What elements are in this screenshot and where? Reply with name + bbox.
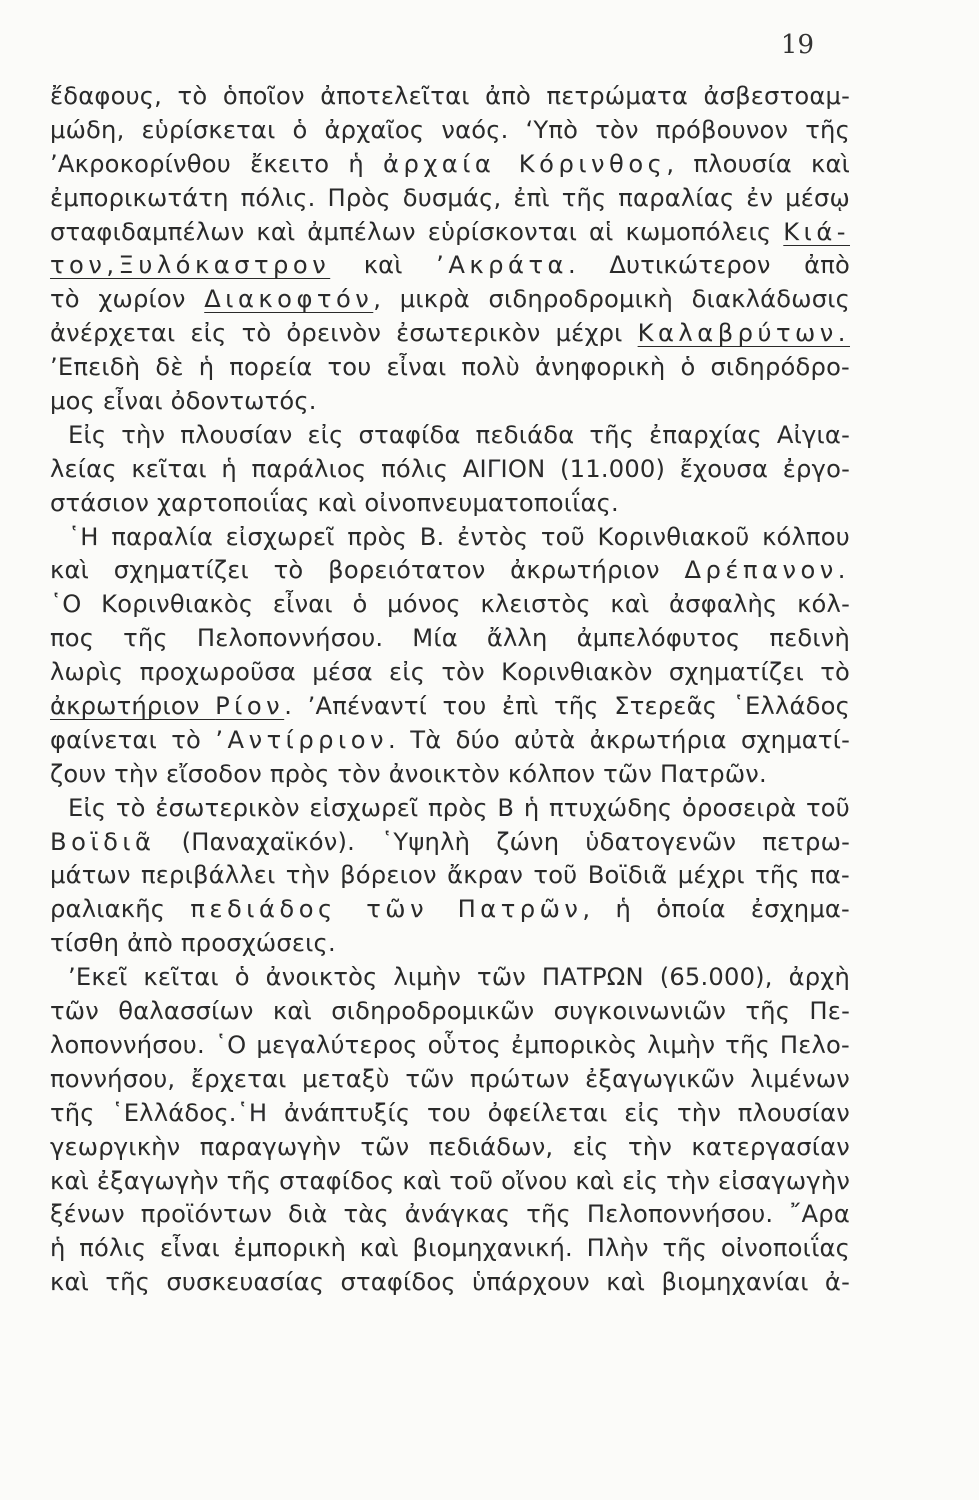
- spaced-term: πεδιάδος τῶν Πατρῶν: [190, 895, 583, 924]
- text-line: [50, 80, 850, 114]
- text-line: [50, 1029, 850, 1063]
- text-line: [50, 859, 850, 893]
- text-span: ζουν τὴν εἴσοδον πρὸς τὸν ἀνοικτὸν κόλπον τῶν Πατρῶν.: [50, 759, 767, 788]
- text-span: Εἰς τὴν πλουσίαν εἰς σταφίδα πεδιάδα τῆς ἐπαρχίας Αἰγια-: [68, 420, 850, 449]
- text-span: ῾Ο Κορινθιακὸς εἶναι ὁ μόνος κλειστὸς καὶ ἀσφαλὴς κόλ-: [50, 590, 850, 619]
- text-span: τῆς ῾Ελλάδος.῾Η ἀνάπτυξίς του ὀφείλεται εἰς τὴν πλουσίαν: [50, 1098, 850, 1127]
- body-text: [50, 80, 850, 1300]
- text-line: [50, 1232, 850, 1266]
- text-line: [50, 487, 850, 521]
- text-span: , ἡ ὁποία ἐσχημα-: [582, 895, 850, 924]
- spaced-term: ἀρχαία Κόρινθος: [383, 149, 667, 178]
- text-span: Εἰς τὸ ἐσωτερικὸν εἰσχωρεῖ πρὸς Β ἡ πτυχώδης ὀροσειρὰ τοῦ: [68, 793, 850, 822]
- text-span: ἀνέρχεται εἰς τὸ ὀρεινὸν ἐσωτερικὸν μέχρι: [50, 319, 638, 348]
- text-span: στάσιον χαρτοποιΐας καὶ οἰνοπνευματοποιΐας.: [50, 488, 619, 517]
- text-span: λείας κεῖται ἡ παράλιος πόλις ΑΙΓΙΟΝ (11.000) ἔχουσα ἐργο-: [50, 454, 850, 483]
- text-line: [50, 656, 850, 690]
- text-span: μάτων περιβάλλει τὴν βόρειον ἄκραν τοῦ Βοϊδιᾶ μέχρι τῆς πα-: [50, 861, 850, 890]
- text-line: [50, 893, 850, 927]
- spaced-term: τον,Ξυλόκαστρον: [50, 251, 331, 280]
- text-span: ποννήσου, ἔρχεται μεταξὺ τῶν πρώτων ἐξαγωγικῶν λιμένων: [50, 1064, 850, 1093]
- text-span: σταφιδαμπέλων καὶ ἀμπέλων εὑρίσκονται αἱ κωμοπόλεις: [50, 217, 784, 246]
- text-span: (Παναχαϊκόν). ῾Υψηλὴ ζώνη ὑδατογενῶν πετρω-: [155, 827, 850, 856]
- text-span: καὶ: [330, 251, 437, 280]
- spaced-term: Καλαβρύτων.: [637, 319, 850, 348]
- text-span: λωρὶς προχωροῦσα μέσα εἰς τὸν Κορινθιακὸν σχηματίζει τὸ: [50, 658, 850, 687]
- text-span: ἐμπορικωτάτη πόλις. Πρὸς δυσμάς, ἐπὶ τῆς παραλίας ἐν μέσῳ: [50, 183, 850, 212]
- text-span: ραλιακῆς: [50, 895, 191, 924]
- text-span: ’Επειδὴ δὲ ἡ πορεία του εἶναι πολὺ ἀνηφορικὴ ὁ σιδηρόδρο-: [50, 353, 850, 382]
- text-span: μος εἶναι ὀδοντωτός.: [50, 387, 317, 416]
- text-span: . Τὰ δύο αὐτὰ ἀκρωτήρια σχηματί-: [388, 725, 851, 754]
- spaced-term: Ρίον: [215, 692, 285, 721]
- text-span: ἔδαφους, τὸ ὁποῖον ἀποτελεῖται ἀπὸ πετρώματα ἀσβεστοαμ-: [50, 82, 850, 110]
- text-span: , πλουσία καὶ: [666, 149, 850, 178]
- text-span: ’Εκεῖ κεῖται ὁ ἀνοικτὸς λιμὴν τῶν ΠΑΤΡΩΝ (65.000), ἀρχὴ: [68, 963, 850, 992]
- text-line: [50, 283, 850, 317]
- text-line: [50, 622, 850, 656]
- text-line: [50, 588, 850, 622]
- text-line: [50, 1131, 850, 1165]
- spaced-term: Διακοφτόν: [204, 285, 374, 314]
- text-line: [50, 114, 850, 148]
- spaced-term: ’Αντίρριον: [215, 725, 389, 754]
- spaced-term: ’Ακράτα: [436, 251, 568, 280]
- text-line: [50, 554, 850, 588]
- text-line: [50, 351, 850, 385]
- text-line: [50, 182, 850, 216]
- text-span: καὶ σχηματίζει τὸ βορειότατον ἀκρωτήριον: [50, 556, 685, 585]
- text-line: [50, 385, 850, 419]
- text-span: τῶν θαλασσίων καὶ σιδηροδρομικῶν συγκοινωνιῶν τῆς Πε-: [50, 997, 850, 1026]
- text-span: ῾Η παραλία εἰσχωρεῖ πρὸς Β. ἐντὸς τοῦ Κορινθιακοῦ κόλπου: [68, 522, 850, 551]
- text-line: [50, 1198, 850, 1232]
- text-line: [50, 826, 850, 860]
- text-span: τὸ χωρίον: [50, 285, 205, 314]
- text-span: τίσθη ἀπὸ προσχώσεις.: [50, 929, 336, 958]
- text-line: [50, 724, 850, 758]
- text-span: καὶ τῆς συσκευασίας σταφίδος ὑπάρχουν καὶ βιομηχανίαι ἀ-: [50, 1268, 850, 1297]
- text-line: [50, 216, 850, 250]
- text-span: ξένων προϊόντων διὰ τὰς ἀνάγκας τῆς Πελοποννήσου. ῎Αρα: [50, 1200, 850, 1229]
- text-line: [50, 1063, 850, 1097]
- spaced-term: Κιά-: [783, 217, 850, 246]
- text-line: [50, 249, 850, 283]
- text-line: [50, 453, 850, 487]
- text-span: φαίνεται τὸ: [50, 725, 216, 754]
- text-line: [50, 1097, 850, 1131]
- text-span: λοποννήσου. ῾Ο μεγαλύτερος οὗτος ἐμπορικὸς λιμὴν τῆς Πελο-: [50, 1030, 850, 1059]
- text-line: [50, 690, 850, 724]
- text-line: [50, 758, 850, 792]
- text-line: [50, 1165, 850, 1199]
- text-line: [50, 961, 850, 995]
- spaced-term: Δρέπανον.: [684, 556, 850, 585]
- text-span: ’Ακροκορίνθου ἔκειτο ἡ: [50, 149, 384, 178]
- text-line: [50, 521, 850, 555]
- text-line: [50, 419, 850, 453]
- text-span: πος τῆς Πελοποννήσου. Μία ἄλλη ἀμπελόφυτος πεδινὴ: [50, 624, 850, 653]
- text-span: ἡ πόλις εἶναι ἐμπορικὴ καὶ βιομηχανική. Πλὴν τῆς οἰνοποιΐας: [50, 1234, 850, 1263]
- text-span: καὶ ἐξαγωγὴν τῆς σταφίδος καὶ τοῦ οἴνου καὶ εἰς τὴν εἰσαγωγὴν: [50, 1166, 851, 1195]
- text-line: [50, 792, 850, 826]
- text-line: [50, 927, 850, 961]
- text-span: μώδη, εὑρίσκεται ὁ ἀρχαῖος ναός. ‘Υπὸ τὸν πρόβουνον τῆς: [50, 115, 850, 144]
- text-line: [50, 995, 850, 1029]
- text-line: [50, 148, 850, 182]
- text-span: ἀκρωτήριον: [50, 692, 216, 721]
- text-span: γεωργικὴν παραγωγὴν τῶν πεδιάδων, εἰς τὴν κατεργασίαν: [50, 1132, 850, 1161]
- text-line: [50, 1266, 850, 1300]
- spaced-term: Βοϊδιᾶ: [50, 827, 156, 856]
- page-number: 19: [780, 30, 814, 60]
- text-line: [50, 317, 850, 351]
- text-span: . ’Απέναντί του ἐπὶ τῆς Στερεᾶς ῾Ελλάδος: [284, 692, 850, 721]
- text-span: , μικρὰ σιδηροδρομικὴ διακλάδωσις: [373, 285, 851, 314]
- text-span: . Δυτικώτερον ἀπὸ: [567, 251, 850, 280]
